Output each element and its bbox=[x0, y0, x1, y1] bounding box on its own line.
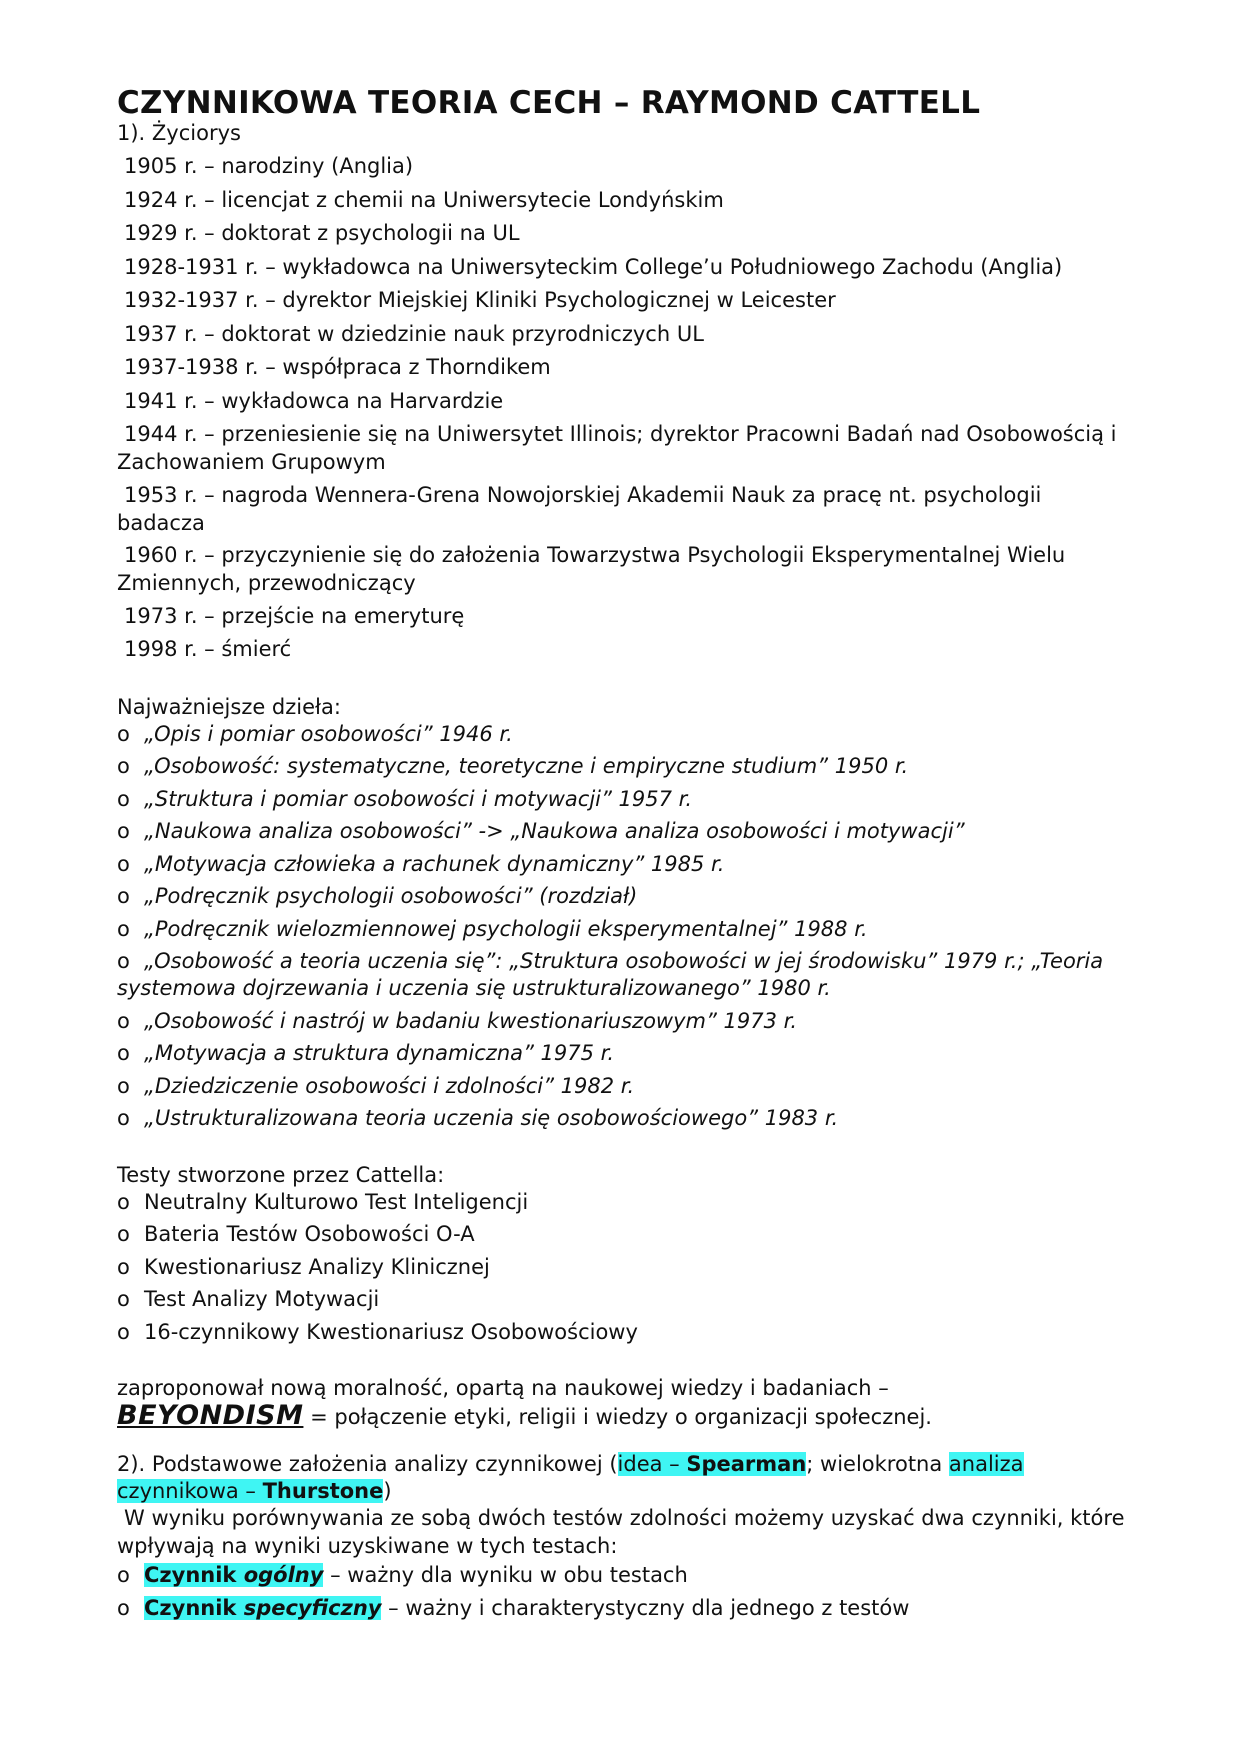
bio-item bbox=[117, 254, 1127, 282]
work-item bbox=[117, 786, 1127, 813]
factor-highlight bbox=[144, 1563, 323, 1587]
test-item bbox=[117, 1189, 1127, 1216]
list-marker: o bbox=[117, 1563, 130, 1587]
factor-highlight bbox=[144, 1596, 381, 1620]
bio-item bbox=[117, 388, 1127, 416]
work-item bbox=[117, 948, 1127, 1002]
work-item bbox=[117, 818, 1127, 845]
list-marker: o bbox=[117, 1041, 130, 1065]
highlight-idea bbox=[618, 1452, 807, 1476]
bio-heading: 1). Życiorys bbox=[117, 121, 241, 145]
section2-paragraph bbox=[117, 1505, 1127, 1560]
factor-label: Czynnik bbox=[144, 1563, 244, 1587]
work-title: „Struktura i pomiar osobowości i motywacji” 1957 r. bbox=[144, 786, 693, 811]
list-marker: o bbox=[117, 884, 130, 908]
section2-mid: ; wielokrotna bbox=[806, 1452, 949, 1476]
work-item bbox=[117, 851, 1127, 878]
works-list bbox=[117, 721, 1127, 1133]
list-marker: o bbox=[117, 721, 130, 746]
bio-item bbox=[117, 187, 1127, 215]
bio-item bbox=[117, 542, 1127, 597]
work-title: „Motywacja a struktura dynamiczna” 1975 r. bbox=[144, 1041, 615, 1065]
bio-item-text: 1924 r. – licencjat z chemii na Uniwersytecie Londyńskim bbox=[124, 187, 724, 212]
works-heading: Najważniejsze dzieła: bbox=[117, 694, 341, 719]
list-marker: o bbox=[117, 1008, 130, 1033]
list-marker: o bbox=[117, 1287, 130, 1311]
list-marker: o bbox=[117, 949, 130, 973]
work-item bbox=[117, 1040, 1127, 1067]
work-title: „Opis i pomiar osobowości” 1946 r. bbox=[144, 721, 513, 746]
section2-text: W wyniku porównywania ze sobą dwóch testów zdolności możemy uzyskać dwa czynniki, które wpływają na wyniki uzyskiwane w tych testach: bbox=[117, 1506, 1125, 1558]
list-marker: o bbox=[117, 1189, 130, 1214]
work-title: „Osobowość: systematyczne, teoretyczne i empiryczne studium” 1950 r. bbox=[144, 754, 909, 778]
bio-item-text: 1929 r. – doktorat z psychologii na UL bbox=[124, 221, 520, 245]
work-item bbox=[117, 753, 1127, 780]
list-marker: o bbox=[117, 1106, 130, 1130]
beyondism-line1: zaproponował nową moralność, opartą na naukowej wiedzy i badaniach – bbox=[117, 1376, 889, 1400]
test-name: Test Analizy Motywacji bbox=[144, 1287, 380, 1311]
bio-item bbox=[117, 482, 1127, 537]
section2-suffix: ) bbox=[383, 1479, 392, 1503]
work-item bbox=[117, 1073, 1127, 1100]
tests-heading: Testy stworzone przez Cattella: bbox=[117, 1162, 445, 1187]
factor-description: – ważny i charakterystyczny dla jednego z testów bbox=[381, 1595, 910, 1620]
list-marker: o bbox=[117, 754, 130, 778]
factor-label: Czynnik bbox=[144, 1595, 244, 1620]
work-item bbox=[117, 721, 1127, 748]
list-marker: o bbox=[117, 786, 130, 811]
list-marker: o bbox=[117, 1254, 130, 1279]
list-marker: o bbox=[117, 1319, 130, 1344]
bio-item bbox=[117, 287, 1127, 315]
work-title: „Osobowość a teoria uczenia się”: „Struktura osobowości w jej środowisku” 1979 r.; „Teoria systemowa dojrzewania i uczenia się ustrukturalizowanego” 1980 r. bbox=[117, 949, 1104, 1000]
work-title: „Ustrukturalizowana teoria uczenia się osobowościowego” 1983 r. bbox=[144, 1106, 839, 1130]
test-item bbox=[117, 1221, 1127, 1248]
work-item bbox=[117, 1105, 1127, 1132]
factor-type: ogólny bbox=[243, 1563, 324, 1587]
bio-list bbox=[117, 153, 1127, 664]
bio-item bbox=[117, 220, 1127, 248]
bio-item-text: 1944 r. – przeniesienie się na Uniwersytet Illinois; dyrektor Pracowni Badań nad Osobowością i Zachowaniem Grupowym bbox=[117, 422, 1117, 474]
bio-item bbox=[117, 603, 1127, 631]
document-title: CZYNNIKOWA TEORIA CECH – RAYMOND CATTELL bbox=[117, 85, 981, 121]
bio-item-text: 1928-1931 r. – wykładowca na Uniwersyteckim College’u Południowego Zachodu (Anglia) bbox=[124, 254, 1063, 279]
work-title: „Naukowa analiza osobowości” -> „Naukowa analiza osobowości i motywacji” bbox=[144, 819, 965, 843]
section2-prefix: 2). Podstawowe założenia analizy czynnikowej ( bbox=[117, 1452, 618, 1476]
spearman-name: Spearman bbox=[686, 1452, 807, 1476]
bio-item-text: 1973 r. – przejście na emeryturę bbox=[124, 603, 465, 628]
bio-item-text: 1960 r. – przyczynienie się do założenia Towarzystwa Psychologii Eksperymentalnej Wielu Zmiennych, przewodniczący bbox=[117, 543, 1066, 595]
bio-item bbox=[117, 421, 1127, 476]
test-name: Neutralny Kulturowo Test Inteligencji bbox=[144, 1189, 529, 1214]
bio-item-text: 1932-1937 r. – dyrektor Miejskiej Kliniki Psychologicznej w Leicester bbox=[124, 288, 836, 312]
bio-item bbox=[117, 153, 1127, 181]
thurstone-name: Thurstone bbox=[262, 1479, 384, 1503]
beyondism-definition: = połączenie etyki, religii i wiedzy o organizacji społecznej. bbox=[303, 1405, 932, 1429]
document-page bbox=[117, 84, 1127, 1627]
bio-item-text: 1941 r. – wykładowca na Harvardzie bbox=[124, 388, 504, 413]
bio-item-text: 1937-1938 r. – współpraca z Thorndikem bbox=[124, 355, 551, 379]
work-title: „Osobowość i nastrój w badaniu kwestionariuszowym” 1973 r. bbox=[144, 1008, 798, 1033]
factor-type: specyficzny bbox=[243, 1595, 382, 1620]
work-title: „Podręcznik wielozmiennowej psychologii eksperymentalnej” 1988 r. bbox=[144, 916, 868, 941]
work-item bbox=[117, 916, 1127, 943]
work-item bbox=[117, 1008, 1127, 1035]
test-item bbox=[117, 1254, 1127, 1281]
list-marker: o bbox=[117, 1222, 130, 1246]
test-name: 16-czynnikowy Kwestionariusz Osobowościowy bbox=[144, 1319, 638, 1344]
beyondism-paragraph bbox=[117, 1375, 1127, 1431]
work-item bbox=[117, 883, 1127, 910]
beyondism-term: BEYONDISM bbox=[117, 1400, 304, 1431]
bio-item-text: 1998 r. – śmierć bbox=[124, 637, 292, 661]
factor-description: – ważny dla wyniku w obu testach bbox=[323, 1563, 688, 1587]
work-title: „Dziedziczenie osobowości i zdolności” 1982 r. bbox=[144, 1073, 635, 1098]
bio-item-text: 1937 r. – doktorat w dziedzinie nauk przyrodniczych UL bbox=[124, 321, 704, 346]
section2-heading bbox=[117, 1451, 1127, 1505]
factors-list bbox=[117, 1562, 1127, 1622]
list-marker: o bbox=[117, 916, 130, 941]
test-item bbox=[117, 1319, 1127, 1346]
bio-item bbox=[117, 354, 1127, 382]
list-marker: o bbox=[117, 1595, 130, 1620]
factor-item bbox=[117, 1595, 1127, 1622]
test-item bbox=[117, 1286, 1127, 1313]
idea-label: idea – bbox=[617, 1452, 687, 1476]
bio-item bbox=[117, 321, 1127, 349]
work-title: „Motywacja człowieka a rachunek dynamiczny” 1985 r. bbox=[144, 851, 725, 876]
list-marker: o bbox=[117, 819, 130, 843]
bio-item bbox=[117, 636, 1127, 664]
tests-list bbox=[117, 1189, 1127, 1346]
work-title: „Podręcznik psychologii osobowości” (rozdział) bbox=[144, 884, 638, 908]
list-marker: o bbox=[117, 851, 130, 876]
factor-item bbox=[117, 1562, 1127, 1589]
test-name: Bateria Testów Osobowości O-A bbox=[144, 1222, 475, 1246]
analiza-label: analiza czynnikowa – bbox=[117, 1452, 1024, 1503]
test-name: Kwestionariusz Analizy Klinicznej bbox=[144, 1254, 490, 1279]
bio-item-text: 1905 r. – narodziny (Anglia) bbox=[124, 154, 414, 178]
list-marker: o bbox=[117, 1073, 130, 1098]
bio-item-text: 1953 r. – nagroda Wennera-Grena Nowojorskiej Akademii Nauk za pracę nt. psychologii badacza bbox=[117, 482, 1042, 535]
